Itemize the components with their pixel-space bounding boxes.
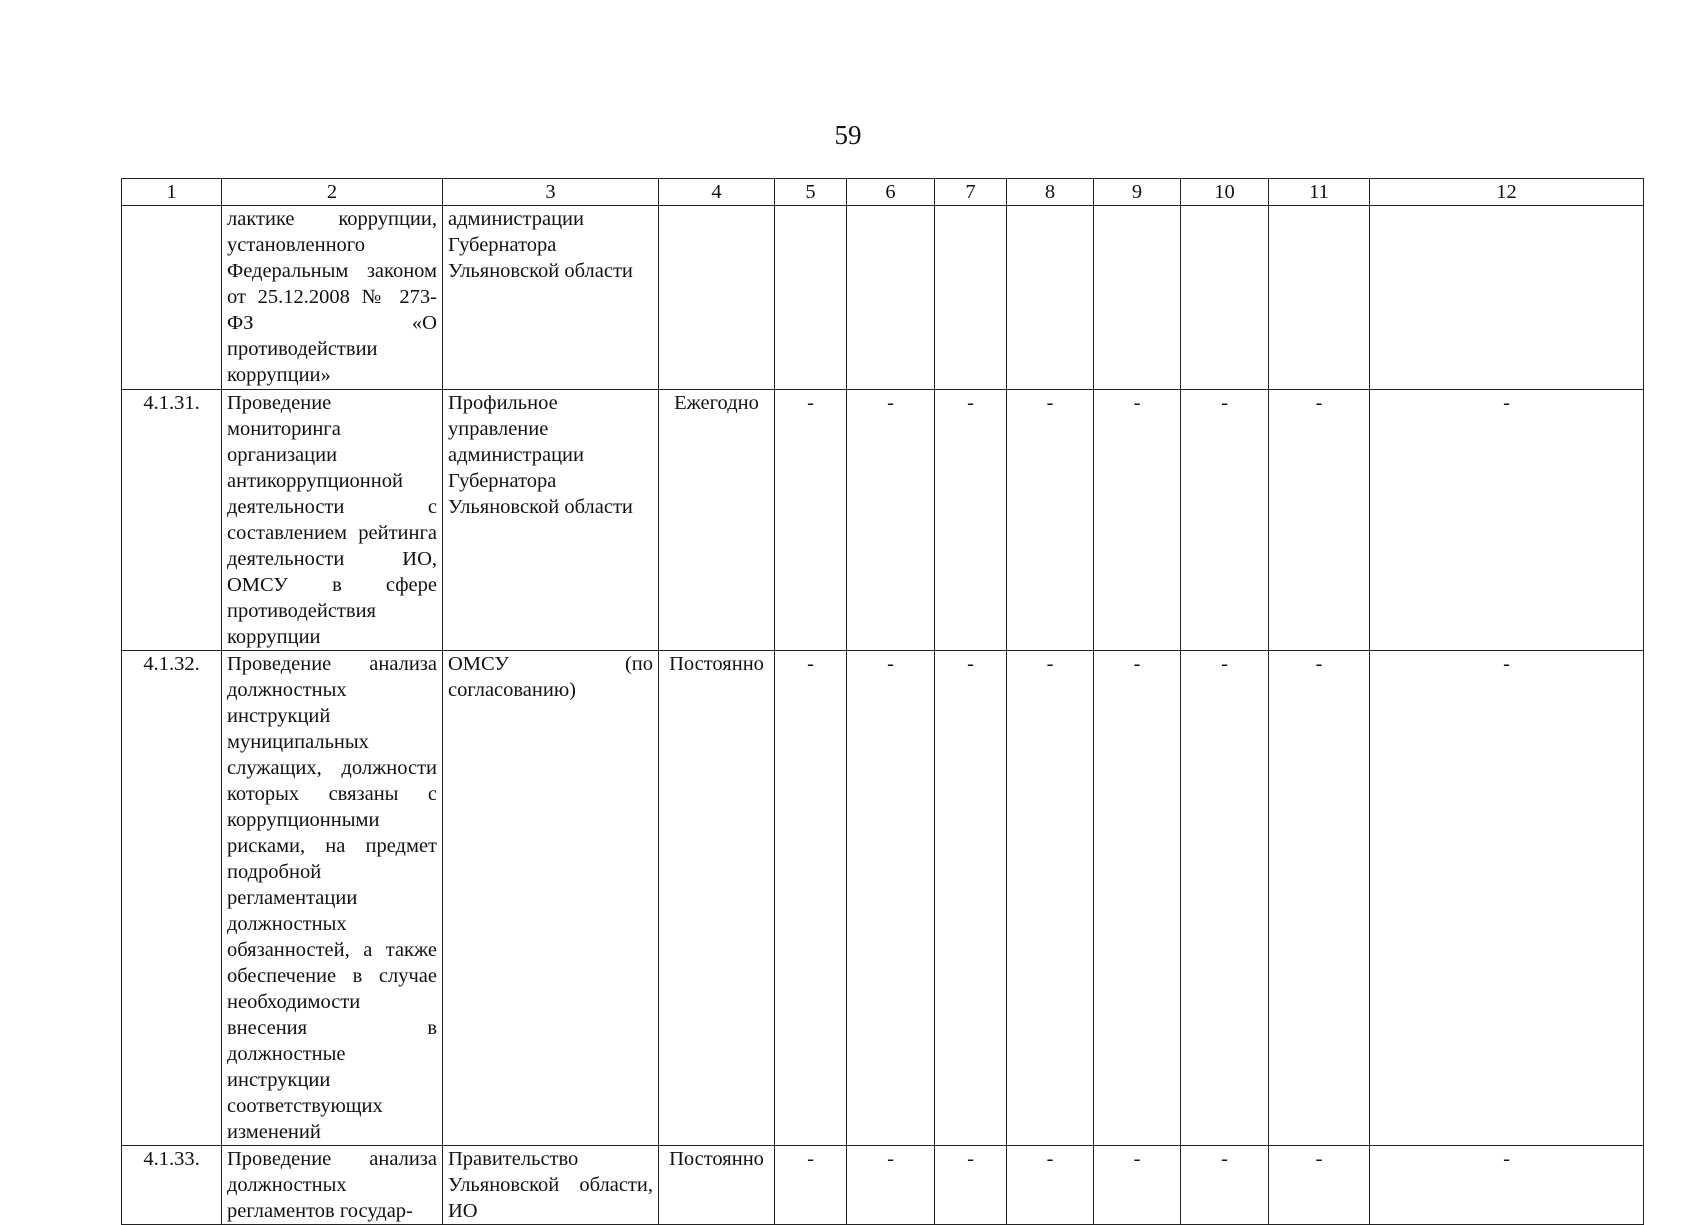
value-cell: - [935, 1146, 1007, 1225]
value-cell: - [935, 390, 1007, 651]
column-header: 4 [659, 179, 775, 206]
column-header: 11 [1269, 179, 1370, 206]
table-row [122, 651, 1644, 1146]
column-header: 10 [1181, 179, 1269, 206]
item-number: 4.1.33. [122, 1146, 222, 1225]
period: Постоянно [659, 1146, 775, 1225]
event-description: Проведение анализа должностных регламентов государ- [222, 1146, 443, 1225]
value-cell: - [1370, 651, 1644, 1146]
column-header: 8 [1007, 179, 1094, 206]
value-cell: - [775, 1146, 847, 1225]
value-cell: - [1370, 390, 1644, 651]
item-number: 4.1.31. [122, 390, 222, 651]
event-description: Проведение анализа должностных инструкций муниципальных служащих, должности которых связаны с коррупционными рисками, на предмет подробной регламентации должностных обязанностей, а также обеспечение в случае необходимости внесения в должностные инструкции соответствующих изменений [222, 651, 443, 1146]
table-row [122, 390, 1644, 651]
column-header: 1 [122, 179, 222, 206]
item-number: 4.1.32. [122, 651, 222, 1146]
value-cell: - [935, 651, 1007, 1146]
column-header: 9 [1094, 179, 1181, 206]
responsible-party: администрации Губернатора Ульяновской области [443, 206, 659, 390]
table-row [122, 206, 1644, 390]
header-row [122, 179, 1644, 206]
value-cell: - [1007, 390, 1094, 651]
value-cell: - [1269, 390, 1370, 651]
value-cell: - [1094, 390, 1181, 651]
item-number [122, 206, 222, 390]
value-cell: - [1181, 390, 1269, 651]
event-description: Проведение мониторинга организации антикоррупционной деятельности с составлением рейтинга деятельности ИО, ОМСУ в сфере противодействия коррупции [222, 390, 443, 651]
value-cell [1094, 206, 1181, 390]
period: Постоянно [659, 651, 775, 1146]
table-row [122, 1146, 1644, 1225]
period [659, 206, 775, 390]
value-cell [847, 206, 935, 390]
responsible-party: Правительство Ульяновской области, ИО [443, 1146, 659, 1225]
value-cell: - [775, 651, 847, 1146]
value-cell [1269, 206, 1370, 390]
value-cell: - [1007, 1146, 1094, 1225]
column-header: 6 [847, 179, 935, 206]
column-header: 12 [1370, 179, 1644, 206]
value-cell: - [1269, 1146, 1370, 1225]
value-cell: - [775, 390, 847, 651]
plan-table [121, 178, 1644, 1225]
value-cell: - [847, 390, 935, 651]
value-cell [1007, 206, 1094, 390]
event-description: лактике коррупции, установленного Федеральным законом от 25.12.2008 № 273-ФЗ «О противодействии коррупции» [222, 206, 443, 390]
value-cell [1181, 206, 1269, 390]
value-cell: - [1370, 1146, 1644, 1225]
value-cell: - [1007, 651, 1094, 1146]
value-cell [935, 206, 1007, 390]
value-cell: - [1094, 1146, 1181, 1225]
value-cell: - [1181, 1146, 1269, 1225]
value-cell: - [1094, 651, 1181, 1146]
value-cell: - [1181, 651, 1269, 1146]
value-cell [775, 206, 847, 390]
value-cell [1370, 206, 1644, 390]
column-header: 5 [775, 179, 847, 206]
responsible-party: ОМСУ (по согласованию) [443, 651, 659, 1146]
period: Ежегодно [659, 390, 775, 651]
column-header: 2 [222, 179, 443, 206]
column-header: 7 [935, 179, 1007, 206]
responsible-party: Профильное управление администрации Губернатора Ульяновской области [443, 390, 659, 651]
value-cell: - [847, 651, 935, 1146]
page-number: 59 [834, 120, 862, 150]
column-header: 3 [443, 179, 659, 206]
value-cell: - [847, 1146, 935, 1225]
value-cell: - [1269, 651, 1370, 1146]
